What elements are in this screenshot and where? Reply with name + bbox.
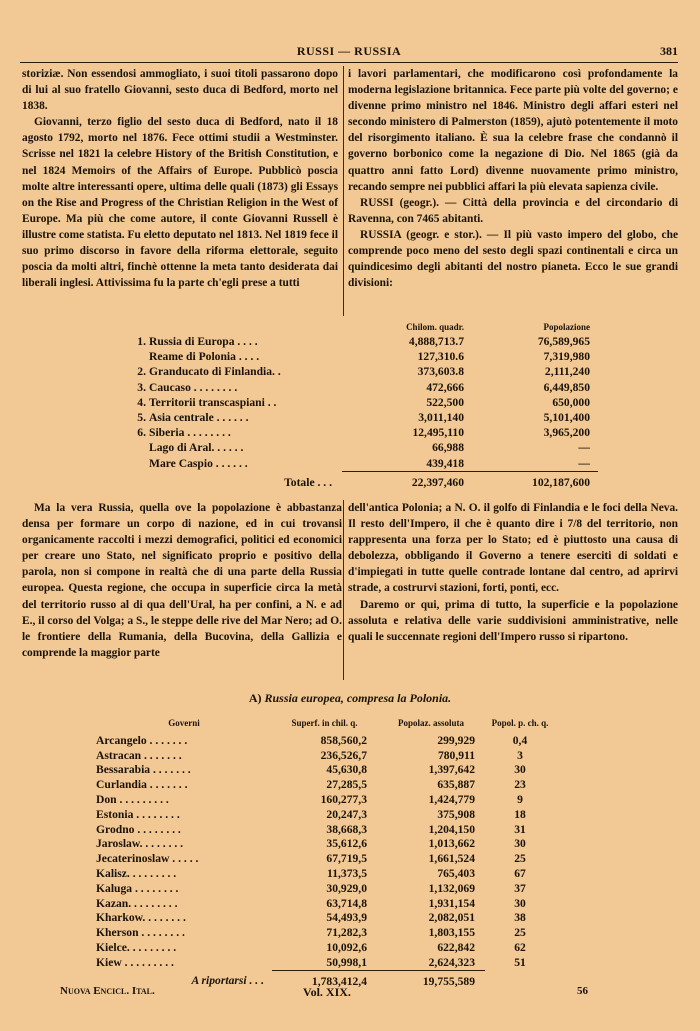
density-value: 30 <box>514 763 526 777</box>
area-value: 373,603.8 <box>417 365 464 379</box>
table-row <box>96 896 555 911</box>
density-value: 31 <box>514 822 526 836</box>
divisions-table <box>130 320 598 490</box>
division-name: Granducato di Finlandia. . <box>149 365 281 379</box>
table-row <box>96 763 555 778</box>
running-title: RUSSI — RUSSIA <box>296 44 402 58</box>
table-row <box>130 334 598 349</box>
governments-table <box>96 713 555 989</box>
table-row <box>130 425 598 440</box>
column-header: Popolaz. assoluta <box>397 718 464 728</box>
caption-prefix: A) <box>248 691 262 705</box>
density-value: 37 <box>514 881 526 895</box>
column-header: Chilom. quadr. <box>406 322 464 332</box>
running-head <box>20 44 678 60</box>
table-row <box>96 866 555 881</box>
row-number: 5. <box>137 411 146 425</box>
population-value: 1,661,524 <box>428 852 475 866</box>
area-value: 71,282,3 <box>326 926 367 940</box>
column-header: Popolazione <box>543 322 590 332</box>
area-value: 54,493,9 <box>326 911 367 925</box>
table-header-row <box>96 713 555 733</box>
column-rule <box>343 500 344 680</box>
government-name: Kiew . . . . . . . . . <box>96 956 174 970</box>
density-value: 25 <box>514 926 526 940</box>
area-value: 472,666 <box>426 380 464 394</box>
government-name: Astracan . . . . . . . <box>96 748 182 762</box>
paragraph: Daremo or qui, prima di tutto, la superficie e la popolazione assoluta e relativa delle varie suddivisioni amministrative, nelle quali le succennate regioni dell'Impero russo si ripartono. <box>348 598 678 643</box>
population-value: 375,908 <box>437 807 475 821</box>
population-value: 2,624,323 <box>428 955 475 969</box>
row-number: 3. <box>137 380 146 394</box>
table-row <box>96 807 555 822</box>
area-value: 858,560,2 <box>320 733 367 747</box>
row-number: 2. <box>137 365 146 379</box>
population-value: 3,965,200 <box>543 426 590 440</box>
population-value: 1,424,779 <box>428 793 475 807</box>
density-value: 38 <box>514 911 526 925</box>
density-value: 30 <box>514 837 526 851</box>
row-number: 1. <box>137 335 146 349</box>
density-value: 51 <box>514 956 526 970</box>
area-value: 439,418 <box>426 456 464 470</box>
table-row <box>96 851 555 866</box>
table-row <box>96 777 555 792</box>
area-value: 160,277,3 <box>320 793 367 807</box>
government-name: Jaroslaw. . . . . . . . <box>96 837 184 851</box>
carry-forward-population: 19,755,589 <box>377 970 485 988</box>
government-name: Bessarabia . . . . . . . <box>96 763 191 777</box>
row-number: 4. <box>137 395 146 409</box>
row-number <box>130 349 149 364</box>
carry-forward-area: 1,783,412,4 <box>272 970 377 988</box>
population-value: 1,931,154 <box>428 896 475 910</box>
area-value: 27,285,5 <box>326 778 367 792</box>
table-row <box>96 955 555 970</box>
header-rule <box>20 62 678 63</box>
area-value: 127,310.6 <box>417 350 464 364</box>
table-row <box>96 940 555 955</box>
division-name: Mare Caspio . . . . . . <box>149 456 248 470</box>
government-name: Kazan. . . . . . . . . <box>96 896 178 910</box>
population-value: — <box>578 456 590 470</box>
table-row <box>96 733 555 748</box>
table-row <box>130 456 598 472</box>
density-value <box>485 970 555 988</box>
population-value: 1,132,069 <box>428 881 475 895</box>
government-name: Don . . . . . . . . . <box>96 793 169 807</box>
area-value: 236,526,7 <box>320 748 367 762</box>
table-row <box>130 364 598 379</box>
government-name: Kaluga . . . . . . . . <box>96 881 179 895</box>
table-row <box>130 349 598 364</box>
text-column-left-top <box>22 66 338 291</box>
table-row <box>96 911 555 926</box>
paragraph: RUSSI (geogr.). — Città della provincia e del circondario di Ravenna, con 7465 abitanti. <box>348 196 678 225</box>
table-row <box>96 822 555 837</box>
government-name: Arcangelo . . . . . . . <box>96 733 188 747</box>
area-value: 10,092,6 <box>326 941 367 955</box>
table-row <box>96 881 555 896</box>
population-value: 622,842 <box>437 941 475 955</box>
area-value: 11,373,5 <box>327 867 367 881</box>
total-label: Totale . . . <box>284 475 332 489</box>
column-header: Popol. p. ch. q. <box>491 718 549 728</box>
division-name: Territorii transcaspiani . . <box>149 395 277 409</box>
paragraph: Giovanni, terzo figlio del sesto duca di Bedford, nato il 18 agosto 1792, morto nel 1876. Fece ottimi studii a Westminster. Scrisse nel 1821 la celebre History of the British Constitution, e nel 1824 Memoirs of the Affairs of Europe. Pubblicò poscia molte altre interessanti opere, ultima delle quali (1873) gli Essays on the Rise and Progress of the Christian Religion in the West of Europe. Ma più che come autore, il conte Giovanni Russell è illustre come statista. Fu eletto deputato nel 1813. Nel 1819 fece il suo primo discorso in favore della riforma elettorale, seguito poscia da molti altri, finchè ottenne la meta tanto desiderata dai liberali inglesi. Attivissima fu la parte ch'egli prese a tutti <box>22 116 338 290</box>
text-column-right-top <box>348 66 678 291</box>
area-value: 67,719,5 <box>326 852 367 866</box>
government-name: Kielce. . . . . . . . . <box>96 941 177 955</box>
footer-signature: 56 <box>577 985 588 997</box>
area-value: 522,500 <box>426 395 464 409</box>
table-row <box>96 792 555 807</box>
table-row <box>130 440 598 455</box>
column-header: Governi <box>168 718 200 728</box>
population-value: 1,397,642 <box>428 763 475 777</box>
paragraph: i lavori parlamentari, che modificarono così profondamente la moderna legislazione britannica. Fece parte più volte del governo; e divenne primo ministro nel 1846. Ministro degli affari esteri nel secondo ministero di Palmerston (1859), ajutò potentemente il moto del risorgimento italiano. È sua la celebre frase che condannò il governo borbonico come la negazione di Dio. Nel 1865 (già da quattro anni fatto Lord) divenne nuovamente primo ministro, recando sempre nei pubblici affari la più elevata sapienza civile. <box>348 68 678 193</box>
density-value: 30 <box>514 896 526 910</box>
area-value: 66,988 <box>432 441 464 455</box>
row-number <box>130 456 149 472</box>
caption-text: Russia europea, compresa la Polonia. <box>264 691 452 705</box>
table-row <box>130 395 598 410</box>
column-rule <box>343 66 344 316</box>
division-name: Caucaso . . . . . . . . <box>149 380 238 394</box>
population-value: — <box>578 441 590 455</box>
population-value: 1,803,155 <box>428 926 475 940</box>
row-number <box>130 471 149 490</box>
row-number: 6. <box>137 426 146 440</box>
text-column-right-mid <box>348 500 678 645</box>
area-value: 45,630,8 <box>326 763 367 777</box>
division-name: Reame di Polonia . . . . <box>149 350 260 364</box>
population-value: 2,082,051 <box>428 911 475 925</box>
population-value: 650,000 <box>552 395 590 409</box>
area-value: 63,714,8 <box>326 896 367 910</box>
total-area: 22,397,460 <box>342 471 472 490</box>
carry-forward-label: A riportarsi . . . <box>191 974 264 988</box>
area-value: 20,247,3 <box>326 807 367 821</box>
column-header: Superf. in chil. q. <box>291 718 358 728</box>
density-value: 23 <box>514 778 526 792</box>
area-value: 12,495,110 <box>412 426 464 440</box>
population-value: 780,911 <box>437 748 475 762</box>
density-value: 9 <box>517 793 523 807</box>
population-value: 76,589,965 <box>537 335 590 349</box>
density-value: 62 <box>514 941 526 955</box>
population-value: 299,929 <box>437 733 475 747</box>
area-value: 50,998,1 <box>326 955 367 969</box>
population-value: 7,319,980 <box>543 350 590 364</box>
population-value: 765,403 <box>437 867 475 881</box>
total-population: 102,187,600 <box>472 471 598 490</box>
area-value: 35,612,6 <box>326 837 367 851</box>
government-name: Jecaterinoslaw . . . . . <box>96 852 199 866</box>
total-row <box>130 471 598 490</box>
text-column-left-mid <box>22 500 342 661</box>
area-value: 3,011,140 <box>418 411 464 425</box>
table-caption <box>0 691 700 706</box>
government-name: Kherson . . . . . . . . <box>96 926 185 940</box>
population-value: 1,013,662 <box>428 837 475 851</box>
footer-volume: Vol. XIX. <box>303 985 351 999</box>
population-value: 5,101,400 <box>543 411 590 425</box>
row-number <box>130 440 149 455</box>
population-value: 2,111,240 <box>544 365 590 379</box>
table-row <box>96 748 555 763</box>
division-name: Asia centrale . . . . . . <box>149 411 249 425</box>
area-value: 4,888,713.7 <box>408 335 464 349</box>
government-name: Kalisz. . . . . . . . . <box>96 867 177 881</box>
government-name: Grodno . . . . . . . . <box>96 822 181 836</box>
population-value: 635,887 <box>437 778 475 792</box>
area-value: 38,668,3 <box>326 822 367 836</box>
division-name: Russia di Europa . . . . <box>149 335 258 349</box>
area-value: 30,929,0 <box>326 881 367 895</box>
table-row <box>130 410 598 425</box>
footer-left: Nuova Encicl. Ital. <box>60 985 155 997</box>
paragraph: dell'antica Polonia; a N. O. il golfo di Finlandia e le foci della Neva. Il resto dell'Impero, il che è quanto dire i 7/8 del territorio, non rappresenta una forza per lo Stato; ed è piuttosto una causa di debolezza, obbligando il Governo a tenere eserciti di soldati e d'impiegati in tutte quelle contrade lontane dal centro, ad aprirvi strade, a costrurvi stazioni, forti, ponti, ecc. <box>348 502 678 595</box>
population-value: 6,449,850 <box>543 380 590 394</box>
density-value: 25 <box>514 852 526 866</box>
table-header-row <box>130 320 598 334</box>
page-number: 381 <box>660 44 678 58</box>
government-name: Estonia . . . . . . . . <box>96 807 180 821</box>
government-name: Curlandia . . . . . . . <box>96 778 188 792</box>
density-value: 18 <box>514 807 526 821</box>
division-name: Siberia . . . . . . . . <box>149 426 231 440</box>
table-row <box>96 925 555 940</box>
division-name: Lago di Aral. . . . . . <box>149 441 244 455</box>
population-value: 1,204,150 <box>428 822 475 836</box>
density-value: 3 <box>517 748 523 762</box>
government-name: Kharkow. . . . . . . . <box>96 911 186 925</box>
paragraph: storiziæ. Non essendosi ammogliato, i suoi titoli passarono dopo di lui al suo fratello Giovanni, sesto duca di Bedford, morto nel 1838. <box>22 68 338 113</box>
table-row <box>130 380 598 395</box>
density-value: 0,4 <box>512 733 528 747</box>
paragraph: RUSSIA (geogr. e stor.). — Il più vasto impero del globo, che comprende poco meno del sesto degli spazi continentali e circa un quindicesimo degli abitanti del nostro pianeta. Ecco le sue grandi divisioni: <box>348 228 678 290</box>
paragraph: Ma la vera Russia, quella ove la popolazione è abbastanza densa per formare un corpo di nazione, ed in cui trovansi organicamente raccolti i mezzi demografici, politici ed economici per creare uno Stato, nel significato proprio e positivo della parola, non si compone in realtà che di una parte della Russia europea. Questa regione, che occupa in superficie circa la metà del territorio russo al di qua dell'Ural, ha per confini, a N. e ad E., il corso del Volga; a S., le steppe delle rive del Mar Nero; ad O. le frontiere della Rumania, della Bucovina, della Gallizia e comprende la maggior parte <box>22 502 342 659</box>
table-row <box>96 837 555 852</box>
density-value: 67 <box>514 867 526 881</box>
